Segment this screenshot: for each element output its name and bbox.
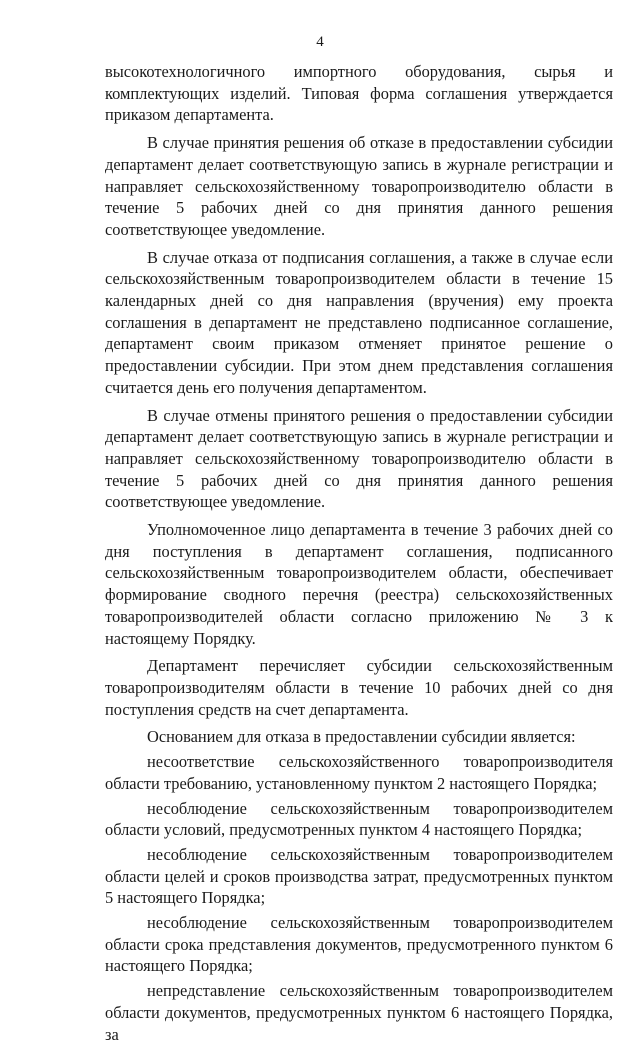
list-item-ground-5: непредставление сельскохозяйственным товаропроизводителем области документов, предусмотренных пунктом 6 настоящего Порядка, за [105,981,613,1044]
paragraph-continuation: высокотехнологичного импортного оборудования, сырья и комплектующих изделий. Типовая форма соглашения утверждается приказом департамента. [105,62,613,125]
document-body [105,61,613,1045]
paragraph-registry: Уполномоченное лицо департамента в течение 3 рабочих дней со дня поступления в департамент соглашения, подписанного сельскохозяйственным товаропроизводителем области, обеспечивает формирование сводного перечня (реестра) сельскохозяйственных товаропроизводителей области согласно приложению № 3 к настоящему Порядку. [105,520,613,648]
list-item-ground-4: несоблюдение сельскохозяйственным товаропроизводителем области срока представления документов, предусмотренного пунктом 6 настоящего Порядка; [105,913,613,976]
paragraph-refusal-decision: В случае принятия решения об отказе в предоставлении субсидии департамент делает соответствующую запись в журнале регистрации и направляет сельскохозяйственному товаропроизводителю области в течение 5 рабочих дней со дня принятия данного решения соответствующее уведомление. [105,133,613,239]
list-item-ground-1: несоответствие сельскохозяйственного товаропроизводителя области требованию, установленному пунктом 2 настоящего Порядка; [105,752,613,793]
list-item-ground-3: несоблюдение сельскохозяйственным товаропроизводителем области целей и сроков производства затрат, предусмотренных пунктом 5 настоящего Порядка; [105,844,613,908]
page-number: 4 [316,34,324,50]
paragraph-cancellation: В случае отмены принятого решения о предоставлении субсидии департамент делает соответствующую запись в журнале регистрации и направляет сельскохозяйственному товаропроизводителю области в течение 5 рабочих дней со дня принятия данного решения соответствующее уведомление. [105,405,613,512]
list-item-ground-2: несоблюдение сельскохозяйственным товаропроизводителем области условий, предусмотренных пунктом 4 настоящего Порядка; [105,798,613,840]
paragraph-refusal-grounds: Основанием для отказа в предоставлении субсидии является: [147,727,576,747]
paragraph-refusal-to-sign: В случае отказа от подписания соглашения, а также в случае если сельскохозяйственным товаропроизводителем области в течение 15 календарных дней со дня направления (вручения) ему проекта соглашения в департамент не представлено подписанное соглашение, департамент своим приказом отменяет принятое решение о предоставлении субсидии. При этом днем представления соглашения считается день его получения департаментом. [105,247,613,397]
paragraph-transfer: Департамент перечисляет субсидии сельскохозяйственным товаропроизводителям области в течение 10 рабочих дней со дня поступления средств на счет департамента. [105,656,613,719]
